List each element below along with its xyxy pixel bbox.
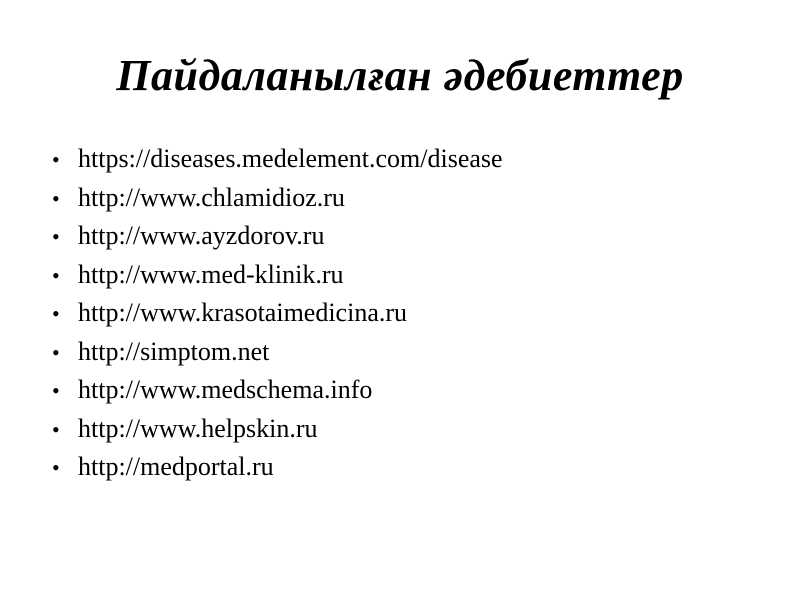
reference-item bbox=[52, 217, 503, 256]
bullet-icon: • bbox=[52, 224, 60, 249]
bullet-icon: • bbox=[52, 455, 60, 480]
reference-item bbox=[52, 140, 503, 179]
reference-item bbox=[52, 333, 503, 372]
reference-list bbox=[52, 140, 503, 487]
bullet-icon: • bbox=[52, 262, 60, 288]
reference-text: http://www.med-klinik.ru bbox=[78, 259, 344, 289]
bullet-icon: • bbox=[52, 416, 60, 442]
bullet-icon: • bbox=[52, 378, 60, 403]
reference-item bbox=[52, 448, 503, 487]
reference-text: https://diseases.medelement.com/disease bbox=[78, 144, 503, 173]
reference-text: http://www.medschema.info bbox=[78, 375, 373, 404]
reference-item bbox=[52, 410, 503, 449]
reference-item bbox=[52, 294, 503, 333]
reference-text: http://www.krasotaimedicina.ru bbox=[78, 298, 408, 327]
reference-text: http://www.ayzdorov.ru bbox=[78, 221, 325, 250]
bullet-icon: • bbox=[52, 339, 60, 365]
reference-text: http://www.helpskin.ru bbox=[78, 413, 318, 443]
slide-title: Пайдаланылған әдебиеттер bbox=[116, 51, 684, 100]
bullet-icon: • bbox=[52, 185, 60, 211]
reference-text: http://medportal.ru bbox=[78, 452, 274, 481]
reference-item bbox=[52, 179, 503, 218]
reference-item bbox=[52, 256, 503, 295]
bullet-icon: • bbox=[52, 301, 60, 326]
bullet-icon: • bbox=[52, 147, 60, 172]
reference-text: http://www.chlamidioz.ru bbox=[78, 182, 345, 212]
reference-text: http://simptom.net bbox=[78, 336, 270, 366]
reference-item bbox=[52, 371, 503, 410]
